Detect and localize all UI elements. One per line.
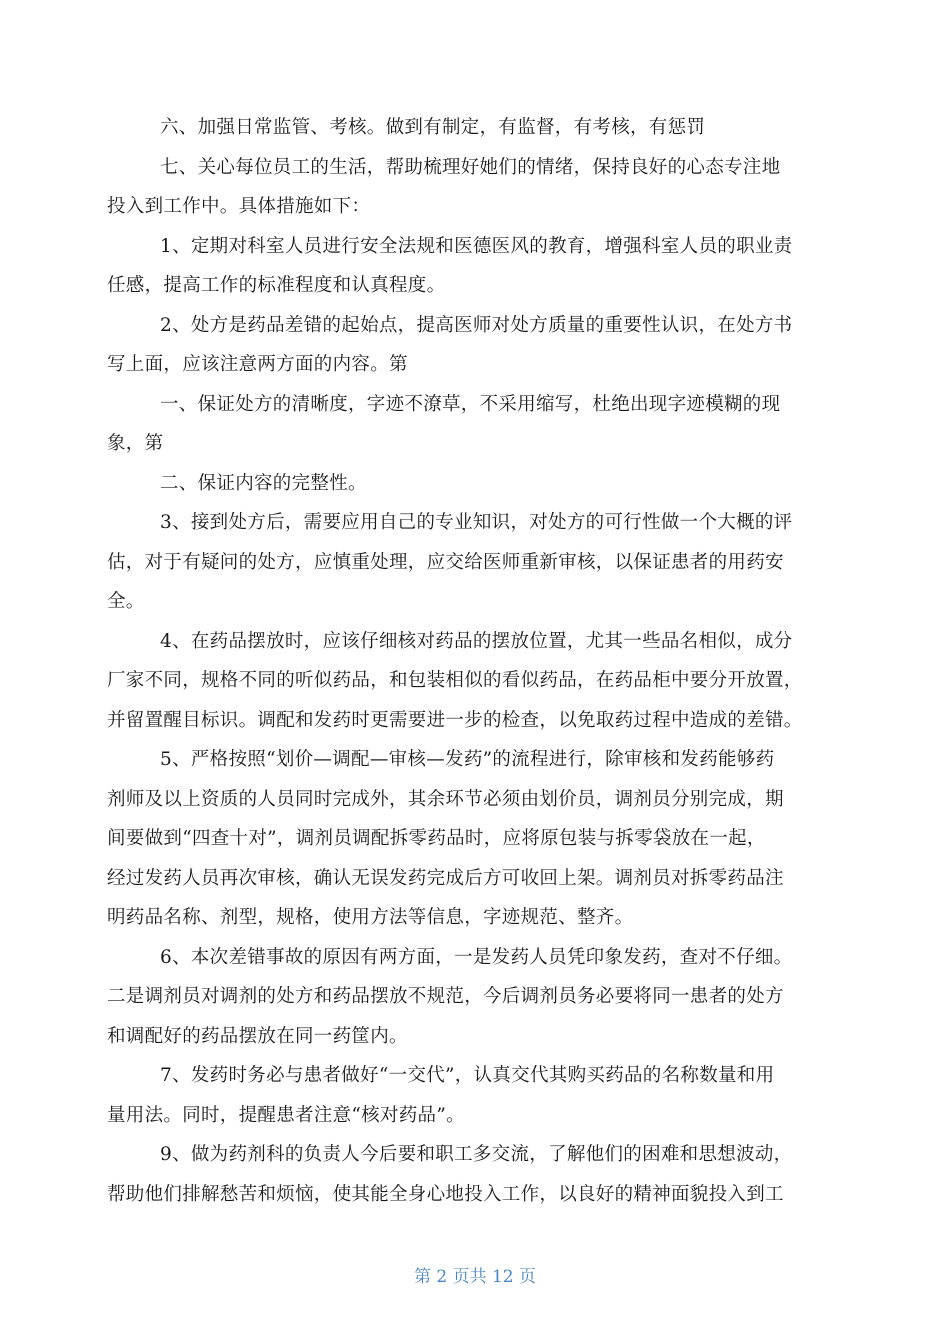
text-line: 象，第 — [107, 433, 164, 454]
text-line: 六、加强日常监管、考核。做到有制定，有监督，有考核，有惩罚 — [160, 117, 706, 138]
text-line: 全。 — [107, 591, 145, 612]
text-line: 并留置醒目标识。调配和发药时更需要进一步的检查，以免取药过程中造成的差错。 — [107, 710, 803, 731]
text-line: 帮助他们排解愁苦和烦恼，使其能全身心地投入工作，以良好的精神面貌投入到工 — [107, 1184, 784, 1205]
text-line: 量用法。同时，提醒患者注意“核对药品”。 — [107, 1105, 465, 1126]
text-line: 七、关心每位员工的生活，帮助梳理好她们的情绪，保持良好的心态专注地 — [160, 157, 781, 178]
text-line: 和调配好的药品摆放在同一药筐内。 — [107, 1026, 408, 1047]
text-line: 剂师及以上资质的人员同时完成外，其余环节必须由划价员，调剂员分别完成，期 — [107, 789, 784, 810]
text-line: 1、定期对科室人员进行安全法规和医德医风的教育，增强科室人员的职业责 — [160, 236, 793, 257]
text-line: 间要做到“四查十对”，调剂员调配拆零药品时，应将原包装与拆零袋放在一起， — [107, 828, 766, 849]
text-line: 4、在药品摆放时，应该仔细核对药品的摆放位置，尤其一些品名相似，成分 — [160, 631, 793, 652]
text-line: 厂家不同，规格不同的听似药品，和包装相似的看似药品，在药品柜中要分开放置， — [107, 670, 803, 691]
text-line: 3、接到处方后，需要应用自己的专业知识，对处方的可行性做一个大概的评 — [160, 512, 793, 533]
text-line: 6、本次差错事故的原因有两方面，一是发药人员凭印象发药，查对不仔细。 — [160, 947, 793, 968]
text-line: 2、处方是药品差错的起始点，提高医师对处方质量的重要性认识，在处方书 — [160, 315, 793, 336]
text-line: 二是调剂员对调剂的处方和药品摆放不规范，今后调剂员务必要将同一患者的处方 — [107, 986, 784, 1007]
text-line: 5、严格按照“划价—调配—审核—发药”的流程进行，除审核和发药能够药 — [160, 749, 775, 770]
text-line: 9、做为药剂科的负责人今后要和职工多交流，了解他们的困难和思想波动， — [160, 1144, 793, 1165]
text-line: 经过发药人员再次审核，确认无误发药完成后方可收回上架。调剂员对拆零药品注 — [107, 868, 784, 889]
text-line: 明药品名称、剂型，规格，使用方法等信息，字迹规范、整齐。 — [107, 907, 634, 928]
text-line: 二、保证内容的完整性。 — [160, 473, 367, 494]
text-line: 投入到工作中。具体措施如下： — [107, 196, 371, 217]
text-line: 7、发药时务必与患者做好“一交代”，认真交代其购买药品的名称数量和用 — [160, 1065, 775, 1086]
text-line: 任感，提高工作的标准程度和认真程度。 — [107, 275, 446, 296]
text-line: 估，对于有疑问的处方，应慎重处理，应交给医师重新审核，以保证患者的用药安 — [107, 552, 784, 573]
text-line: 写上面，应该注意两方面的内容。第 — [107, 354, 408, 375]
text-line: 一、保证处方的清晰度，字迹不潦草，不采用缩写，杜绝出现字迹模糊的现 — [160, 394, 781, 415]
page-number: 第 2 页共 12 页 — [413, 1267, 537, 1287]
